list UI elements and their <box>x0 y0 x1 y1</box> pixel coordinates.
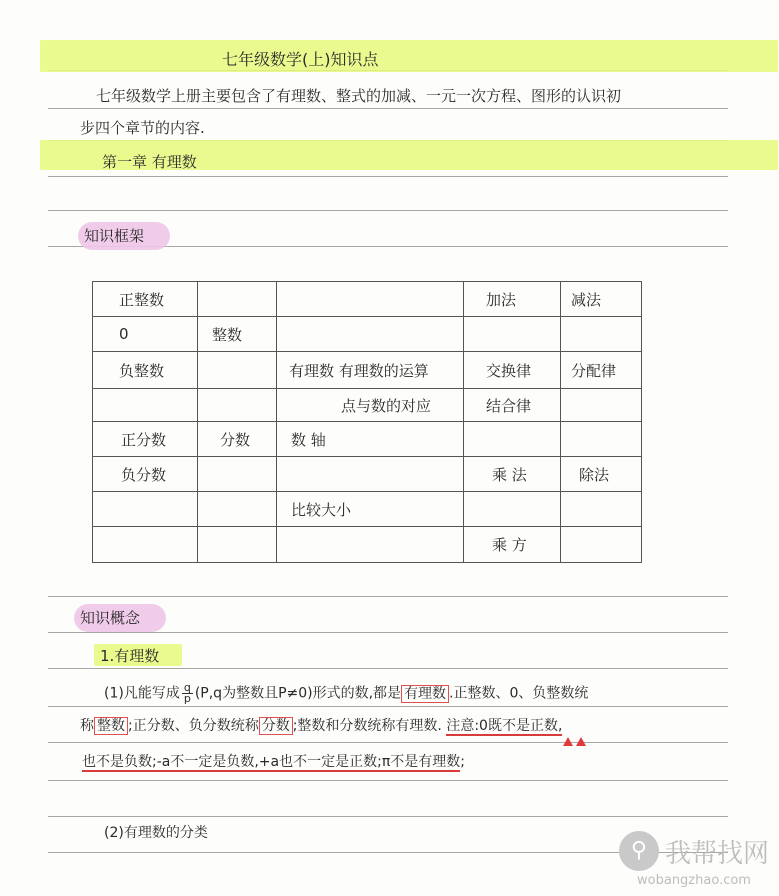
table-cell: 减法 <box>561 282 642 317</box>
title-highlight <box>40 40 778 72</box>
table-cell <box>198 282 277 317</box>
paragraph-line-1: (1)凡能写成 $\frac{q}{p}$ (P,q为整数且P≠0)形式的数,都是 有理数 .正整数、0、负整数统 <box>104 681 589 705</box>
table-cell: 分数 <box>198 422 277 457</box>
table-cell: 正分数 <box>93 422 198 457</box>
paragraph-line-3: 也不是负数;-a不一定是负数,+a也不一定是正数;π不是有理数; <box>82 754 465 770</box>
table-cell: 负分数 <box>93 457 198 492</box>
table-cell: 整数 <box>198 317 277 352</box>
intro-line-2: 步四个章节的内容. <box>80 119 205 137</box>
table-cell: 0 <box>93 317 198 352</box>
table-cell <box>561 492 642 527</box>
warning-mark <box>576 737 586 746</box>
table-cell: 乘 方 <box>464 527 561 563</box>
ruled-line <box>48 596 728 597</box>
table-cell: 除法 <box>561 457 642 492</box>
ruled-line <box>48 632 728 633</box>
keyword-fraction: 分数 <box>259 717 293 735</box>
fraction: $\frac{q}{p}$ <box>183 681 191 705</box>
table-cell <box>277 282 464 317</box>
table-cell <box>198 457 277 492</box>
table-cell <box>198 527 277 563</box>
table-cell: 结合律 <box>464 389 561 422</box>
magnifier-logo-icon: ⚲ <box>619 831 659 871</box>
ruled-line <box>48 668 728 669</box>
knowledge-framework-table <box>92 281 642 563</box>
ruled-line <box>48 780 728 781</box>
ruled-line <box>48 210 728 211</box>
ruled-line <box>48 706 728 707</box>
note-text: :0既不是正数, <box>474 718 563 734</box>
table-cell <box>464 317 561 352</box>
table-cell <box>277 457 464 492</box>
table-cell <box>198 352 277 389</box>
table-cell <box>561 389 642 422</box>
table-cell: 点与数的对应 <box>277 389 464 422</box>
table-cell <box>93 389 198 422</box>
table-cell: 数 轴 <box>277 422 464 457</box>
table-cell: 正整数 <box>93 282 198 317</box>
warning-mark <box>563 737 573 746</box>
watermark: ⚲ 我帮找网 wobangzhao.com <box>619 831 769 888</box>
keyword-rational-number: 有理数 <box>401 685 449 703</box>
table-cell <box>561 317 642 352</box>
table-cell <box>198 492 277 527</box>
table-cell <box>561 527 642 563</box>
ruled-line <box>48 816 728 817</box>
note-label: 注意 <box>446 718 475 734</box>
intro-line-1: 七年级数学上册主要包含了有理数、整式的加减、一元一次方程、图形的认识初 <box>96 87 622 105</box>
section-title: 1.有理数 <box>100 647 160 665</box>
table-cell <box>464 492 561 527</box>
table-cell <box>93 492 198 527</box>
keyword-integer: 整数 <box>94 717 128 735</box>
table-cell: 分配律 <box>561 352 642 389</box>
table-cell <box>561 422 642 457</box>
concept-heading: 知识概念 <box>80 609 141 627</box>
ruled-line <box>48 742 728 743</box>
paragraph-line-2: 称 整数 ;正分数、负分数统称 分数 ;整数和分数统称有理数. 注意:0既不是正数, <box>80 718 563 734</box>
table-cell: 比较大小 <box>277 492 464 527</box>
table-cell <box>464 422 561 457</box>
table-cell: 负整数 <box>93 352 198 389</box>
framework-heading: 知识框架 <box>84 227 145 245</box>
chapter-heading: 第一章 有理数 <box>102 153 197 171</box>
table-cell: 交换律 <box>464 352 561 389</box>
ruled-line <box>48 176 728 177</box>
table-cell <box>93 527 198 563</box>
ruled-line <box>48 108 728 109</box>
table-cell <box>198 389 277 422</box>
page-title: 七年级数学(上)知识点 <box>222 50 379 69</box>
table-cell <box>277 527 464 563</box>
table-cell: 乘 法 <box>464 457 561 492</box>
table-cell <box>277 317 464 352</box>
table-cell: 有理数 有理数的运算 <box>277 352 464 389</box>
classification-heading: (2)有理数的分类 <box>104 825 208 841</box>
table-cell: 加法 <box>464 282 561 317</box>
